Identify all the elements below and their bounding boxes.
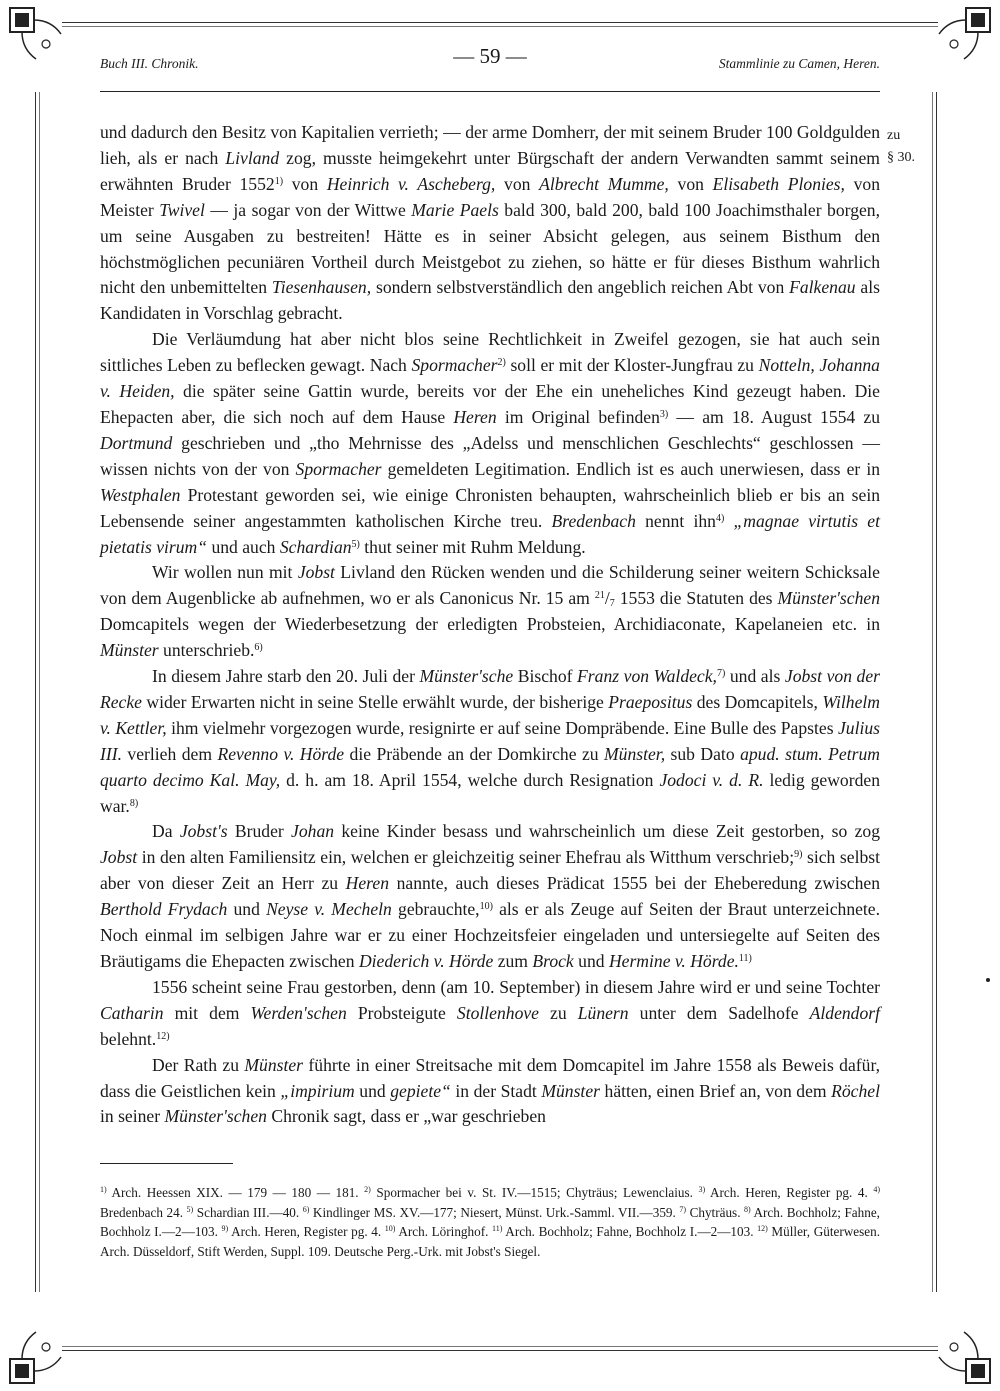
- text-run: 1553 die Statuten des: [614, 588, 778, 609]
- italic-text: Praepositus: [608, 691, 693, 712]
- italic-text: Münster,: [604, 743, 666, 764]
- paragraph: [100, 819, 880, 974]
- footnote-ref: 4): [715, 512, 725, 524]
- italic-text: „impirium: [280, 1080, 355, 1101]
- footnote: [698, 1185, 873, 1200]
- text-run: zum: [493, 951, 533, 971]
- italic-text: Franz von Waldeck,: [577, 666, 717, 687]
- text-run: und: [354, 1080, 391, 1101]
- italic-text: Münster'schen: [164, 1106, 267, 1127]
- italic-text: Marie Paels: [411, 199, 499, 220]
- text-run: 7: [609, 598, 615, 610]
- italic-text: Livland: [225, 147, 280, 168]
- italic-text: Hermine v. Hörde.: [608, 951, 739, 971]
- page-number: — 59 —: [453, 44, 527, 68]
- italic-text: Falkenau: [789, 277, 856, 298]
- text-run: nennt ihn: [635, 510, 716, 531]
- text-run: keine Kinder besass und wahrscheinlich um diese Zeit gestorben, so zog: [334, 821, 880, 842]
- footnote-text: Arch. Heren, Register pg. 4.: [705, 1185, 874, 1200]
- italic-text: Catharin: [100, 1002, 164, 1023]
- italic-text: Jobst: [100, 847, 138, 868]
- text-run: sub Dato: [665, 743, 741, 764]
- corner-ornament-top-left: [6, 4, 68, 66]
- italic-text: Heinrich v. Ascheberg,: [326, 173, 496, 194]
- text-run: und: [573, 951, 609, 971]
- text-run: unterschrieb.: [158, 640, 255, 661]
- italic-text: Albrecht Mumme,: [539, 173, 669, 194]
- paragraph: [100, 327, 880, 560]
- italic-text: Johan: [291, 821, 335, 842]
- frame-right-rule-inner: [932, 92, 933, 1292]
- text-run: Livland den Rücken wenden und die Schilderung seiner weitern Schicksale von dem Augenblicke ab aufnehmen, wo er als Canonicus Nr. 15 am: [100, 562, 880, 609]
- footnote-ref: 10): [479, 901, 493, 913]
- text-run: Domcapitels wegen der Wiederbesetzung der erledigten Probsteien, Archidiaconate, Kapelaneien etc. in: [100, 614, 880, 635]
- paragraph: [100, 1053, 880, 1131]
- footnote-number: 6): [302, 1204, 310, 1214]
- text-run: Der Rath zu: [152, 1054, 245, 1075]
- footnote-number: 12): [757, 1224, 768, 1234]
- footnote-ref: 21: [594, 590, 605, 602]
- footnote-text: Arch. Löringhof.: [395, 1224, 493, 1240]
- text-run: nannte, auch dieses Prädicat 1555 bei der Eheberedung zwischen: [389, 873, 880, 894]
- text-run: thut seiner mit Ruhm Meldung.: [359, 536, 586, 557]
- text-run: führte in einer Streitsache mit dem Domcapitel im Jahre 1558 als Beweis dafür, dass die Geistlichen kein: [100, 1054, 880, 1101]
- italic-text: Röchel: [831, 1080, 880, 1101]
- italic-text: Lünern: [577, 1002, 629, 1023]
- italic-text: Münster'schen: [777, 588, 880, 609]
- running-head: [100, 44, 880, 84]
- italic-text: apud. stum. Petrum quarto decimo Kal. May,: [100, 743, 880, 790]
- text-run: von: [283, 173, 327, 194]
- text-run: gebrauchte,: [391, 899, 480, 920]
- corner-ornament-bottom-left: [6, 1325, 68, 1387]
- frame-bottom-rule-inner: [62, 1346, 938, 1347]
- text-run: von: [668, 173, 713, 194]
- frame-right-rule: [936, 92, 937, 1292]
- footnote-ref: 7): [716, 668, 726, 680]
- text-run: Protestant geworden sei, wie einige Chronisten behaupten, wahrscheinlich blieb er bis an sein Lebensende seiner angestammten katholischen Kirche treu.: [100, 484, 880, 531]
- frame-left-rule: [35, 92, 36, 1292]
- footnote-number: 11): [492, 1224, 503, 1234]
- paragraph: [100, 560, 880, 664]
- footnote-number: 8): [744, 1204, 751, 1214]
- text-run: unter dem Sadelhofe: [628, 1002, 810, 1023]
- text-run: hätten, einen Brief an, von dem: [599, 1080, 832, 1101]
- text-run: Bischof: [513, 666, 578, 687]
- text-run: und: [227, 899, 267, 920]
- margin-note-line: § 30.: [887, 150, 915, 165]
- italic-text: Spormacher: [295, 458, 382, 479]
- footnote-ref: 1): [274, 175, 284, 187]
- footnotes: [100, 1183, 880, 1262]
- footnote-number: 1): [100, 1185, 107, 1194]
- text-run: in den alten Familiensitz ein, welchen er gleichzeitig seiner Ehefrau als Witthum verschrieb;: [137, 847, 795, 868]
- text-run: die Präbende an der Domkirche zu: [344, 743, 604, 764]
- footnote-ref: 8): [129, 797, 139, 809]
- italic-text: Aldendorf: [809, 1002, 881, 1023]
- footnote-ref: 6): [254, 642, 263, 654]
- italic-text: Notteln, Johanna v. Heiden,: [100, 355, 880, 402]
- footnote-text: Müller, Güterwesen. Arch. Düsseldorf, Stift Werden, Suppl. 109. Deutsche Perg.-Urk. mit Jobst's Siegel.: [100, 1224, 880, 1260]
- text-run: im Original befinden: [496, 406, 660, 427]
- text-run: und als: [725, 666, 785, 687]
- footnote-ref: 3): [659, 408, 669, 420]
- italic-text: Münster'sche: [419, 666, 514, 687]
- running-head-right: Stammlinie zu Camen, Heren.: [718, 56, 880, 71]
- footnote: [303, 1205, 680, 1220]
- footnote-ref: 2): [497, 357, 506, 369]
- italic-text: Wilhelm v. Kettler,: [100, 691, 881, 738]
- margin-mark: [986, 978, 990, 982]
- footnote-ref: 12): [156, 1030, 170, 1042]
- footnote-text: Bredenbach 24.: [100, 1204, 187, 1220]
- text-run: geschrieben und „tho Mehrnisse des „Adelss und menschlichen Geschlechts“ geschlossen — wissen nichts von der von: [100, 432, 880, 479]
- footnote-text: Arch. Bochholz; Fahne, Bochholz I.—2—103.: [100, 1204, 880, 1240]
- footnote-text: Spormacher bei v. St. IV.—1515; Chyträus; Lewenclaius.: [370, 1185, 699, 1200]
- footnote-text: Schardian III.—40.: [193, 1204, 303, 1220]
- text-run: soll er mit der Kloster-Jungfrau zu: [505, 355, 759, 376]
- footnote-text: Arch. Heren, Register pg. 4.: [228, 1224, 385, 1240]
- footnote: [679, 1205, 744, 1220]
- text-run: Da: [152, 821, 180, 842]
- italic-text: Jobst's: [179, 821, 228, 842]
- footnote-number: 2): [364, 1185, 371, 1194]
- footnote: [100, 1185, 364, 1200]
- footnote-number: 5): [186, 1204, 194, 1214]
- text-run: verlieh dem: [121, 743, 218, 764]
- footnote-text: Arch. Bochholz; Fahne, Bochholz I.—2—103.: [502, 1224, 758, 1240]
- text-run: d. h. am 18. April 1554, welche durch Resignation: [280, 769, 660, 790]
- italic-text: Schardian: [279, 536, 352, 557]
- paragraph: [100, 975, 880, 1053]
- text-run: mit dem: [163, 1002, 251, 1023]
- text-run: ledig geworden war.: [100, 769, 880, 816]
- text-run: Wir wollen nun mit: [152, 562, 298, 583]
- text-run: als er als Zeuge auf Seiten der Braut unterzeichnete. Noch einmal im selbigen Jahre war er zu einer Hochzeitsfeier eingeladen und untersiegelte auf Seiten des Bräutigams die Ehepacten zwischen: [100, 899, 881, 971]
- header-rule: [100, 91, 880, 92]
- text-run: belehnt.: [100, 1028, 157, 1049]
- text-run: — am 18. August 1554 zu: [668, 406, 880, 427]
- footnote: [187, 1205, 303, 1220]
- paragraph: [100, 120, 880, 327]
- text-run: als Kandidaten in Vorschlag gebracht.: [100, 277, 880, 324]
- footnote-number: 10): [384, 1224, 396, 1234]
- text-run: die später seine Gattin wurde, bereits vor der Ehe ein uneheliches Kind gezeugt haben. Die Ehepacten aber, die sich noch auf dem Hause: [100, 381, 880, 427]
- frame-left-rule-inner: [39, 92, 40, 1292]
- italic-text: Neyse v. Mecheln: [266, 899, 392, 920]
- frame-top-rule-inner: [62, 26, 938, 27]
- footnote-number: 4): [873, 1185, 880, 1194]
- text-run: Bruder: [227, 821, 292, 842]
- footnote-text: Chyträus.: [686, 1204, 745, 1220]
- italic-text: Berthold Frydach: [100, 899, 228, 920]
- italic-text: Spormacher: [411, 355, 498, 376]
- italic-text: Dortmund: [100, 432, 173, 453]
- footnote: [492, 1224, 757, 1239]
- footnote-number: 9): [221, 1224, 229, 1234]
- italic-text: Brock: [532, 951, 574, 971]
- text-run: gemeldeten Legitimation. Endlich ist es auch unerwiesen, dass er in: [381, 458, 880, 479]
- corner-ornament-bottom-right: [932, 1325, 994, 1387]
- italic-text: gepiete“: [390, 1080, 451, 1101]
- italic-text: Julius III.: [100, 717, 880, 764]
- margin-note-line: zu: [887, 128, 901, 143]
- footnote-block: [100, 1183, 880, 1262]
- italic-text: Diederich v. Hörde: [358, 951, 494, 971]
- paragraph: [100, 664, 880, 819]
- italic-text: Tiesenhausen,: [271, 277, 372, 298]
- italic-text: Revenno v. Hörde: [217, 743, 345, 764]
- text-run: des Domcapitels,: [692, 691, 823, 712]
- italic-text: Münster: [244, 1054, 304, 1075]
- italic-text: Heren: [345, 873, 389, 894]
- text-run: in der Stadt: [450, 1080, 542, 1101]
- text-run: bald 300, bald 200, bald 100 Joachimsthaler borgen, um seine Ausgaben zu bestreiten! Hätte es in seiner Absicht gelegen, aus seinem Bisthum den höchstmöglichen pecuniären Vortheil durch Meistgebot zu ziehen, so hätte er für dieses Bisthum wahrlich nicht den unbemittelten: [100, 199, 880, 298]
- footnote-ref: 9): [794, 849, 803, 861]
- italic-text: Jobst: [297, 562, 335, 583]
- corner-ornament-top-right: [932, 4, 994, 66]
- text-run: Die Verläumdung hat aber nicht blos seine Rechtlichkeit in Zweifel gezogen, sie hat auch sein sittliches Leben zu beflecken gewagt. Nach: [100, 329, 880, 376]
- margin-note: [887, 125, 927, 169]
- footnote: [385, 1224, 492, 1239]
- italic-text: „magnae virtutis et pietatis virum“: [100, 510, 881, 557]
- italic-text: Münster: [100, 640, 159, 661]
- footnote-ref: 5): [351, 538, 360, 550]
- italic-text: Jobst von der Recke: [100, 666, 881, 712]
- italic-text: Twivel: [159, 199, 205, 220]
- text-run: in seiner: [100, 1106, 165, 1127]
- footnote-rule: [100, 1163, 233, 1164]
- text-run: ihm vielmehr vorgezogen wurde, resignirte er auf seine Dompräbende. Eine Bulle des Papstes: [166, 717, 838, 738]
- italic-text: Stollenhove: [456, 1002, 539, 1023]
- text-run: sondern selbstverständlich den angeblich reichen Abt von: [371, 277, 790, 298]
- italic-text: Bredenbach: [551, 510, 636, 531]
- text-run: zu: [538, 1002, 578, 1023]
- footnote-number: 3): [698, 1185, 706, 1194]
- footnote-ref: 11): [738, 953, 752, 964]
- text-run: und auch: [207, 536, 280, 557]
- text-run: sich selbst aber von dieser Zeit an Herr zu: [100, 847, 880, 894]
- italic-text: Westphalen: [100, 484, 181, 505]
- text-run: Probsteigute: [346, 1002, 457, 1023]
- frame-top-rule: [62, 22, 938, 23]
- text-run: 1556 scheint seine Frau gestorben, denn (am 10. September) in diesem Jahre wird er und seine Tochter: [152, 976, 880, 997]
- italic-text: Heren: [453, 406, 497, 427]
- footnote-text: Arch. Heessen XIX. — 179 — 180 — 181.: [106, 1185, 365, 1200]
- italic-text: Werden'schen: [250, 1002, 347, 1023]
- body-text: [100, 120, 880, 1130]
- text-run: [724, 511, 733, 531]
- text-run: wider Erwarten nicht in seine Stelle erwählt wurde, der bisherige: [141, 691, 609, 712]
- footnote-text: Kindlinger MS. XV.—177; Niesert, Münst. Urk.-Samml. VII.—359.: [309, 1204, 680, 1220]
- frame-bottom-rule: [62, 1350, 938, 1351]
- italic-text: Jodoci v. d. R.: [659, 769, 764, 790]
- text-run: zog, musste heimgekehrt unter Bürgschaft der andern Verwandten sammt seinem erwähnten Bruder 1552: [100, 147, 880, 194]
- footnote-number: 7): [679, 1204, 687, 1214]
- text-run: /: [604, 588, 610, 609]
- text-run: von: [495, 173, 540, 194]
- running-head-left: Buch III. Chronik.: [100, 56, 199, 71]
- footnote: [222, 1224, 385, 1239]
- text-run: Chronik sagt, dass er „war geschrieben: [266, 1106, 546, 1127]
- italic-text: Münster: [541, 1080, 600, 1101]
- italic-text: Elisabeth Plonies,: [712, 173, 845, 194]
- text-run: In diesem Jahre starb den 20. Juli der: [152, 666, 420, 687]
- footnote: [364, 1185, 698, 1200]
- text-run: — ja sogar von der Wittwe: [204, 199, 412, 220]
- text-run: und dadurch den Besitz von Kapitalien verrieth; — der arme Domherr, der mit seinem Bruder 100 Goldgulden lieh, als er nach: [100, 122, 880, 168]
- text-run: von Meister: [100, 173, 881, 220]
